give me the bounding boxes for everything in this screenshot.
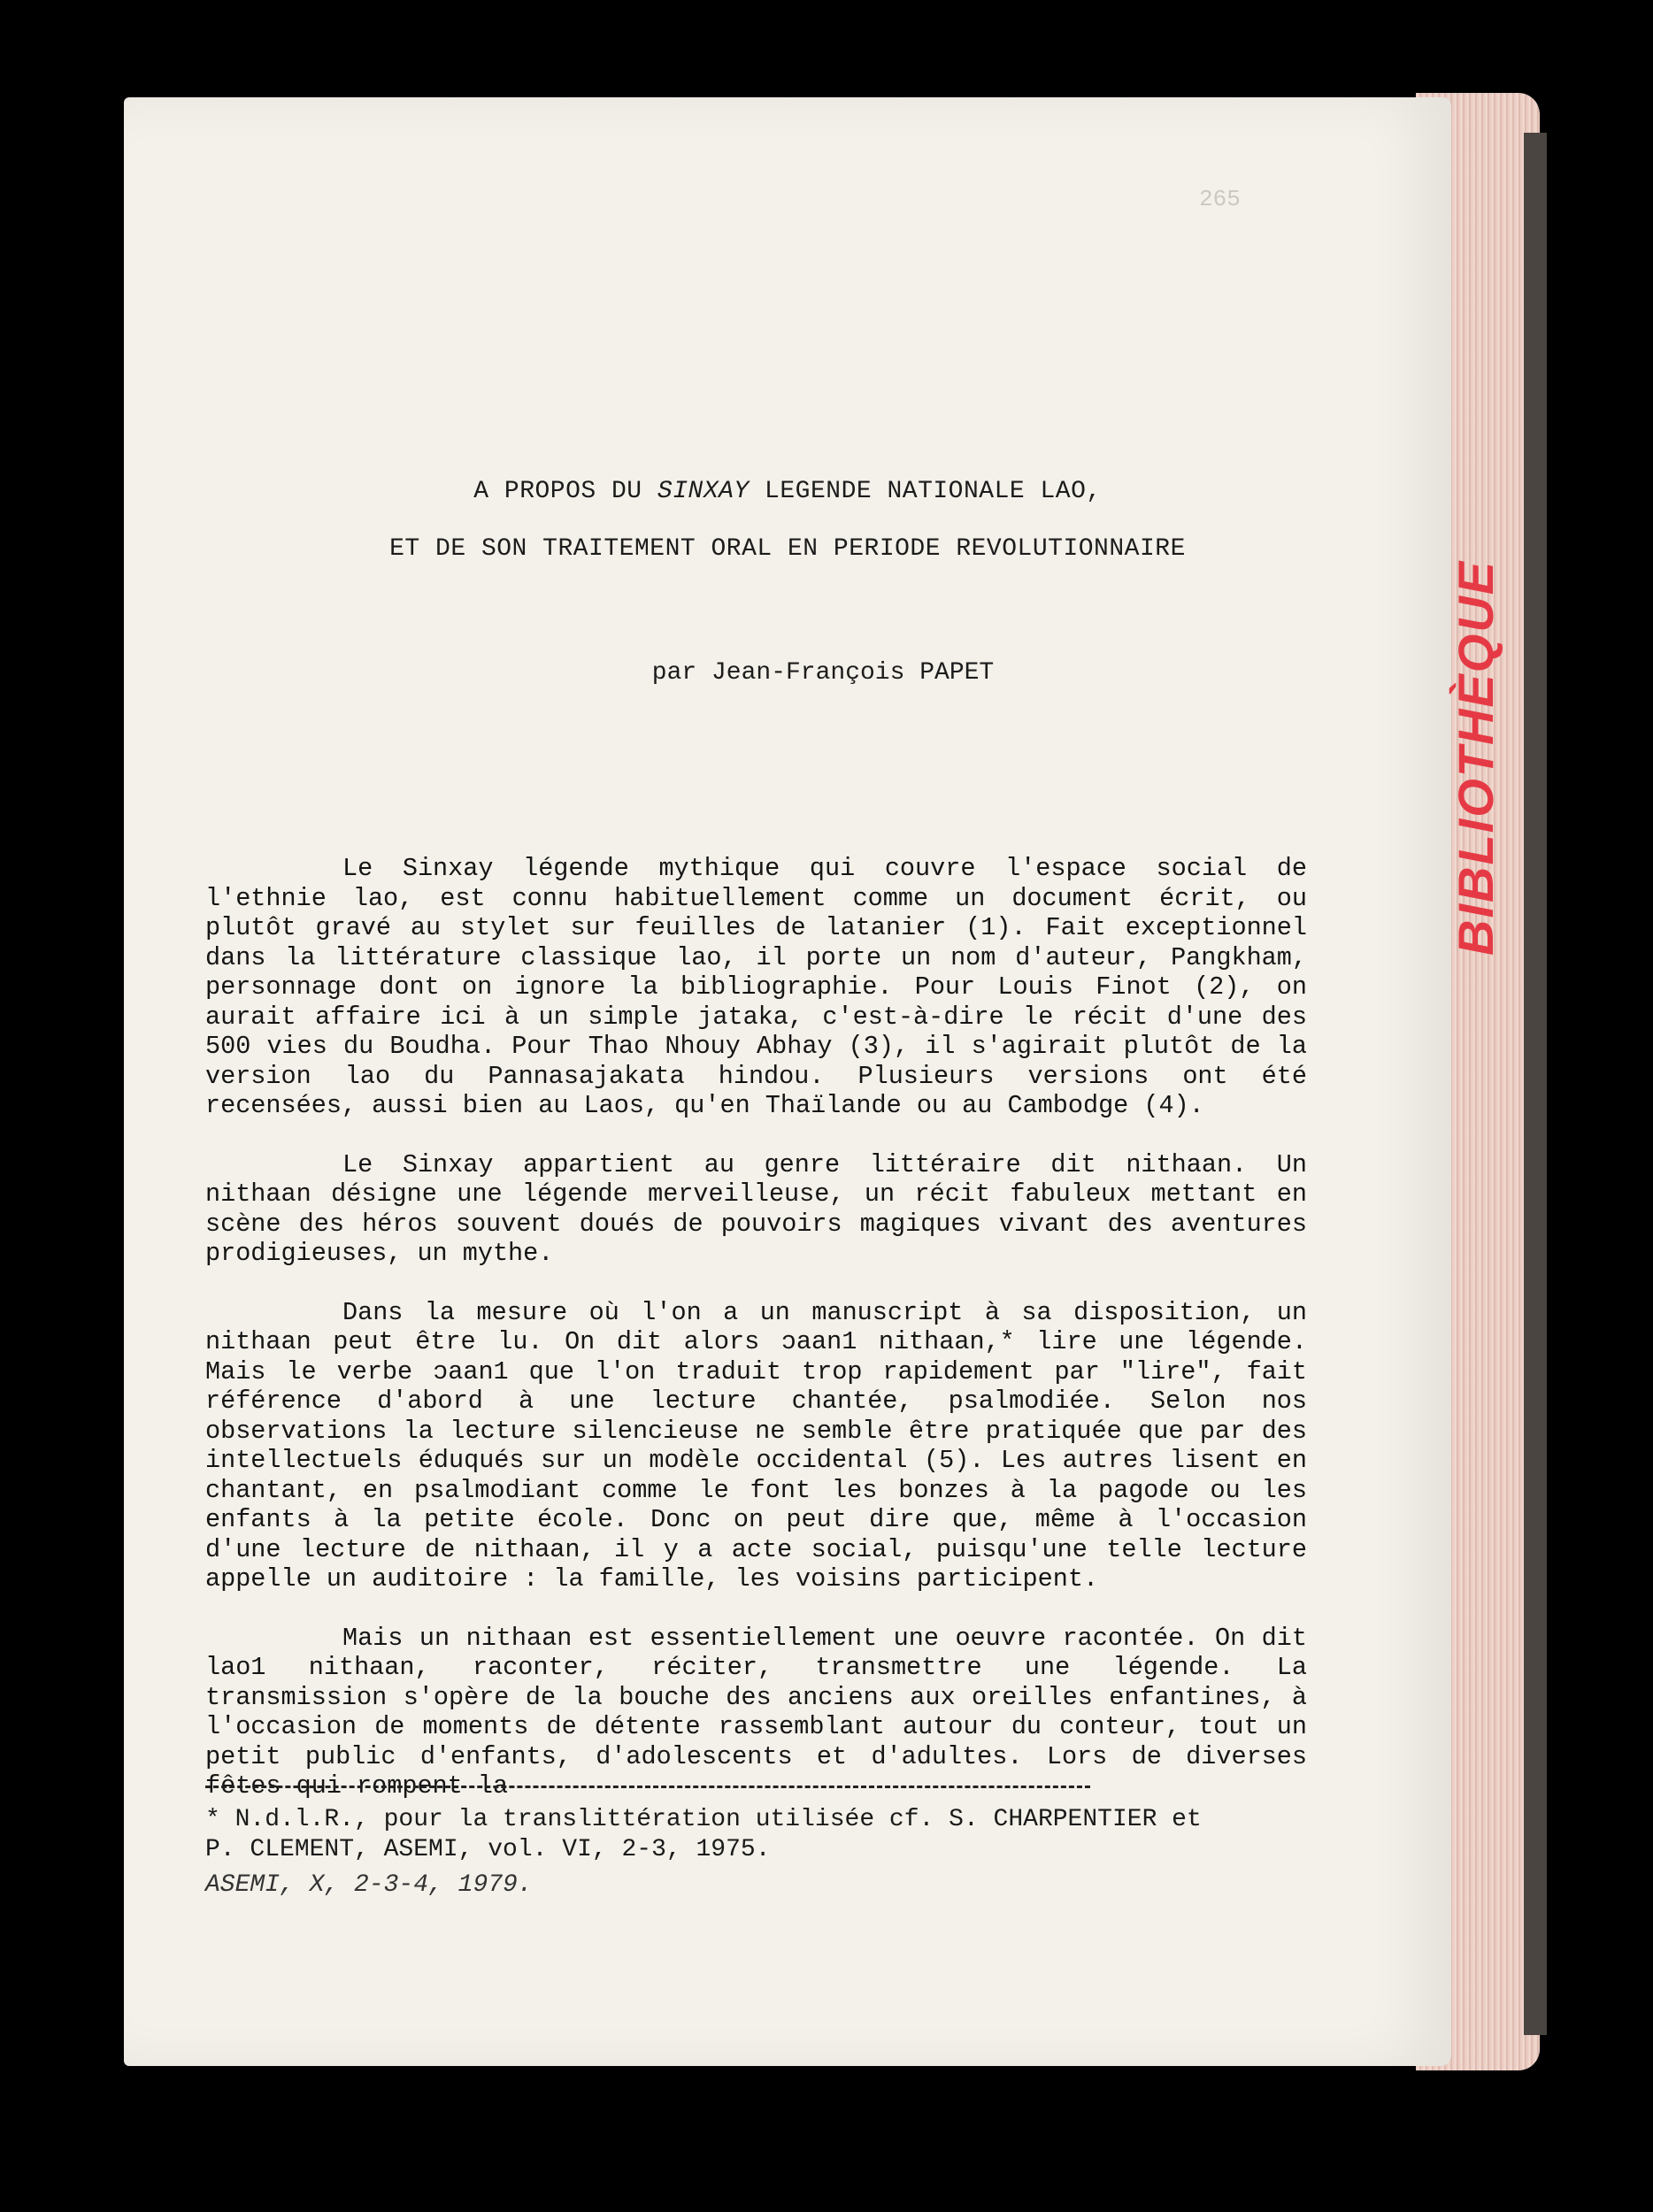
title-suffix: LEGENDE NATIONALE LAO, [749, 478, 1102, 505]
paragraph-2: Le Sinxay appartient au genre littéraire dit nithaan. Un nithaan désigne une légende merveilleuse, un récit fabuleux mettant en scène des héros souvent doués de pouvoirs magiques vivant des aventures prodigieuses, un mythe. [205, 1149, 1307, 1268]
library-stamp: BIBLIOTHÈQUE [1448, 559, 1503, 956]
journal-issue: ASEMI, X, 2-3-4, 1979. [205, 1871, 533, 1899]
article-body [205, 854, 1307, 1831]
paragraph-1: Le Sinxay légende mythique qui couvre l'espace social de l'ethnie lao, est connu habituellement comme un document écrit, ou plutôt gravé au stylet sur feuilles de latanier (1). Fait exceptionnel dans la littérature classique lao, il porte un nom d'auteur, Pangkham, personnage dont on ignore la bibliographie. Pour Louis Finot (2), on aurait affaire ici à un simple jataka, c'est-à-dire le récit d'une des 500 vies du Boudha. Pour Thao Nhouy Abhay (3), il s'agirait plutôt de la version lao du Pannasajakata hindou. Plusieurs versions ont été recensées, aussi bien au Laos, qu'en Thaïlande ou au Cambodge (4). [205, 854, 1307, 1120]
footnote [205, 1805, 1356, 1865]
paragraph-4: Mais un nithaan est essentiellement une oeuvre racontée. On dit lao1 nithaan, raconter, réciter, transmettre une légende. La transmission s'opère de la bouche des anciens aux oreilles enfantines, à l'occasion de moments de détente rassemblant autour du conteur, tout un petit public d'enfants, d'adolescents et d'adultes. Lors de diverses fêtes qui rompent la [205, 1623, 1307, 1801]
paragraph-3: Dans la mesure où l'on a un manuscript à sa disposition, un nithaan peut être lu. On dit alors ɔaan1 nithaan,* lire une légende. Mais le verbe ɔaan1 que l'on traduit trop rapidement par "lire", fait référence d'abord à une lecture chantée, psalmodiée. Selon nos observations la lecture silencieuse ne semble être pratiquée que par des intellectuels éduqués sur un modèle occidental (5). Les autres lisent en chantant, en psalmodiant comme le font les bonzes à la pagode ou les enfants à la petite école. Donc on peut dire que, même à l'occasion d'une lecture de nithaan, il y a acte social, puisqu'une telle lecture appelle un auditoire : la famille, les voisins participent. [205, 1297, 1307, 1594]
ghost-page-number: 265 [1199, 186, 1241, 212]
article-author: par Jean-François PAPET [651, 659, 995, 687]
article-title-line1 [124, 478, 1451, 505]
title-sinxay: SINXAY [657, 478, 750, 505]
title-prefix: A PROPOS DU [473, 478, 657, 505]
footnote-line-2: P. CLEMENT, ASEMI, vol. VI, 2-3, 1975. [205, 1836, 771, 1863]
article-title-line2: ET DE SON TRAITEMENT ORAL EN PERIODE REVOLUTIONNAIRE [389, 535, 1186, 563]
book-spine [1524, 133, 1547, 2035]
footnote-line-1: * N.d.l.R., pour la translittération utilisée cf. S. CHARPENTIER et [205, 1806, 1202, 1833]
footnote-separator [205, 1786, 1090, 1788]
